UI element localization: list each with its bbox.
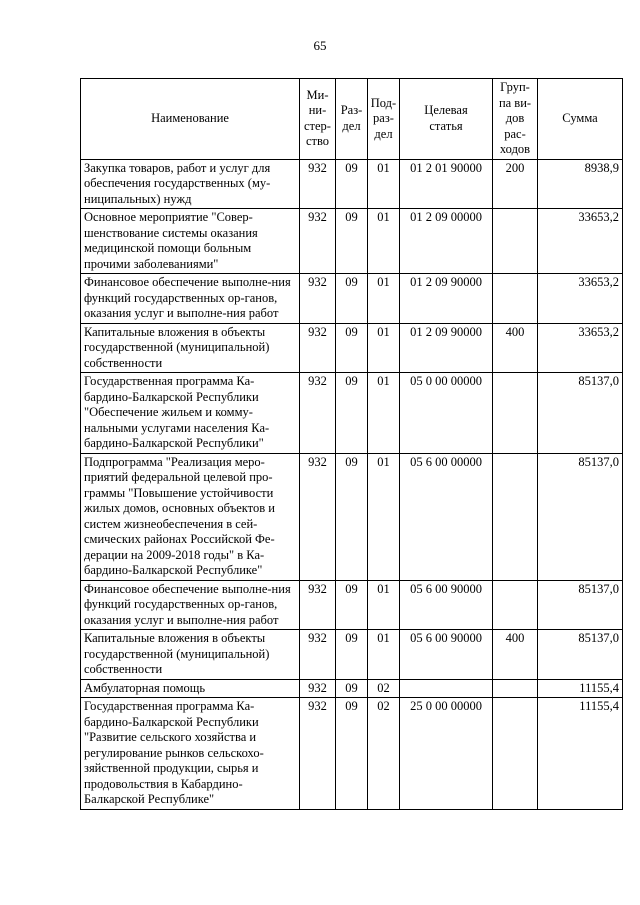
cell-sum: 33653,2: [538, 209, 623, 274]
cell-subsection: 01: [368, 453, 400, 580]
cell-name: Государственная программа Ка-бардино-Балкарской Республики "Обеспечение жильем и комму-нальными услугами населения Ка-бардино-Балкарской Республики": [81, 373, 300, 454]
header-section: Раз- дел: [336, 79, 368, 160]
cell-name: Основное мероприятие "Совер-шенствование системы оказания медицинской помощи больным прочими заболеваниями": [81, 209, 300, 274]
cell-target: 01 2 09 90000: [400, 274, 493, 324]
cell-target: 05 6 00 00000: [400, 453, 493, 580]
cell-ministry: 932: [300, 580, 336, 630]
cell-group: [493, 679, 538, 698]
cell-name: Капитальные вложения в объекты государственной (муниципальной) собственности: [81, 323, 300, 373]
table-row: [81, 679, 623, 698]
cell-section: 09: [336, 323, 368, 373]
cell-section: 09: [336, 159, 368, 209]
cell-subsection: 01: [368, 630, 400, 680]
cell-group: 400: [493, 630, 538, 680]
cell-section: 09: [336, 698, 368, 810]
cell-ministry: 932: [300, 698, 336, 810]
cell-ministry: 932: [300, 630, 336, 680]
cell-target: [400, 679, 493, 698]
header-group: Груп- па ви- дов рас- ходов: [493, 79, 538, 160]
cell-section: 09: [336, 274, 368, 324]
cell-subsection: 01: [368, 209, 400, 274]
table-row: [81, 159, 623, 209]
table-row: [81, 698, 623, 810]
cell-group: 200: [493, 159, 538, 209]
table-row: [81, 373, 623, 454]
cell-sum: 85137,0: [538, 630, 623, 680]
cell-sum: 33653,2: [538, 323, 623, 373]
cell-group: 400: [493, 323, 538, 373]
cell-target: 05 0 00 00000: [400, 373, 493, 454]
table-row: [81, 630, 623, 680]
table-row: [81, 580, 623, 630]
cell-sum: 8938,9: [538, 159, 623, 209]
cell-subsection: 01: [368, 373, 400, 454]
cell-name: Государственная программа Ка-бардино-Балкарской Республики "Развитие сельского хозяйства и регулирование рынков сельскохо-зяйственной продукции, сырья и продовольствия в Кабардино-Балкарской Республике": [81, 698, 300, 810]
cell-name: Закупка товаров, работ и услуг для обеспечения государственных (му-ниципальных) нужд: [81, 159, 300, 209]
cell-group: [493, 580, 538, 630]
table-row: [81, 453, 623, 580]
cell-subsection: 01: [368, 580, 400, 630]
cell-subsection: 02: [368, 679, 400, 698]
cell-sum: 33653,2: [538, 274, 623, 324]
cell-subsection: 01: [368, 159, 400, 209]
cell-sum: 85137,0: [538, 373, 623, 454]
cell-target: 01 2 09 00000: [400, 209, 493, 274]
cell-ministry: 932: [300, 209, 336, 274]
cell-ministry: 932: [300, 274, 336, 324]
cell-ministry: 932: [300, 679, 336, 698]
cell-target: 05 6 00 90000: [400, 580, 493, 630]
cell-section: 09: [336, 373, 368, 454]
cell-ministry: 932: [300, 323, 336, 373]
cell-sum: 85137,0: [538, 580, 623, 630]
cell-sum: 11155,4: [538, 679, 623, 698]
cell-section: 09: [336, 679, 368, 698]
header-subsection: Под- раз- дел: [368, 79, 400, 160]
header-ministry: Ми- ни- стер- ство: [300, 79, 336, 160]
cell-sum: 11155,4: [538, 698, 623, 810]
header-target: Целевая статья: [400, 79, 493, 160]
cell-target: 01 2 01 90000: [400, 159, 493, 209]
cell-section: 09: [336, 630, 368, 680]
cell-group: [493, 209, 538, 274]
cell-ministry: 932: [300, 373, 336, 454]
cell-name: Финансовое обеспечение выполне-ния функций государственных ор-ганов, оказания услуг и выполне-ния работ: [81, 580, 300, 630]
page-number: 65: [313, 38, 327, 53]
cell-subsection: 01: [368, 274, 400, 324]
budget-table: [80, 78, 623, 810]
header-name: Наименование: [81, 79, 300, 160]
cell-subsection: 02: [368, 698, 400, 810]
cell-group: [493, 453, 538, 580]
cell-section: 09: [336, 580, 368, 630]
cell-target: 01 2 09 90000: [400, 323, 493, 373]
cell-sum: 85137,0: [538, 453, 623, 580]
cell-ministry: 932: [300, 453, 336, 580]
cell-name: Капитальные вложения в объекты государственной (муниципальной) собственности: [81, 630, 300, 680]
cell-name: Финансовое обеспечение выполне-ния функций государственных ор-ганов, оказания услуг и выполне-ния работ: [81, 274, 300, 324]
table-row: [81, 209, 623, 274]
cell-group: [493, 274, 538, 324]
table-header-row: [81, 79, 623, 160]
cell-name: Подпрограмма "Реализация меро-приятий федеральной целевой про-граммы "Повышение устойчивости жилых домов, основных объектов и систем жизнеобеспечения в сей-смических районах Российской Фе-дерации на 2009-2018 годы" в Ка-бардино-Балкарской Республике": [81, 453, 300, 580]
cell-group: [493, 373, 538, 454]
cell-target: 05 6 00 90000: [400, 630, 493, 680]
table-row: [81, 274, 623, 324]
cell-section: 09: [336, 453, 368, 580]
cell-ministry: 932: [300, 159, 336, 209]
table-row: [81, 323, 623, 373]
header-sum: Сумма: [538, 79, 623, 160]
cell-name: Амбулаторная помощь: [81, 679, 300, 698]
cell-group: [493, 698, 538, 810]
cell-section: 09: [336, 209, 368, 274]
cell-subsection: 01: [368, 323, 400, 373]
cell-target: 25 0 00 00000: [400, 698, 493, 810]
